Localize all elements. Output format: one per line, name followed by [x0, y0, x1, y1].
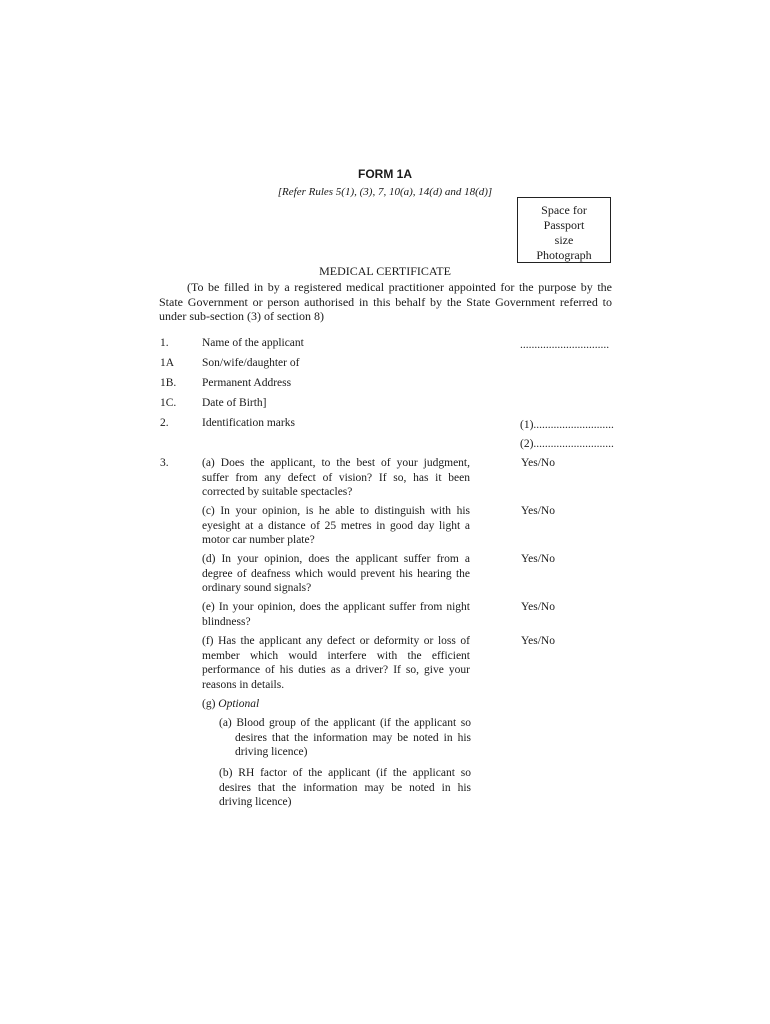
identification-mark-2-field[interactable]: (2)............................ — [520, 438, 614, 450]
intro-text: (To be filled in by a registered medical practitioner appointed for the purpose by the State Government or person authorised in this behalf by the State Government referred to under sub-section (3) of section 8) — [159, 280, 612, 323]
item-number: 2. — [160, 417, 169, 429]
answer-deformity[interactable]: Yes/No — [521, 635, 555, 647]
item-label-address: Permanent Address — [202, 377, 292, 389]
optional-label: Optional — [218, 698, 260, 710]
item-label-dob: Date of Birth] — [202, 397, 267, 409]
rules-reference: [Refer Rules 5(1), (3), 7, 10(a), 14(d) and 18(d)] — [277, 186, 493, 198]
item-label-name: Name of the applicant — [202, 337, 304, 349]
answer-night-blindness[interactable]: Yes/No — [521, 601, 555, 613]
rh-factor-text: (b) RH factor of the applicant (if the applicant so desires that the information may be noted in his driving licence) — [219, 767, 471, 808]
photo-box-line: Passport — [543, 218, 585, 232]
blood-group-text: (a) Blood group of the applicant (if the applicant so desires that the information may be noted in his driving licence) — [219, 717, 471, 758]
form-title: FORM 1A — [358, 167, 412, 181]
answer-distance[interactable]: Yes/No — [521, 505, 555, 517]
photo-box-line: size — [554, 233, 574, 247]
item-label-identification: Identification marks — [202, 417, 295, 429]
question-distance: (c) In your opinion, is he able to distinguish with his eyesight at a distance of 25 metres in good day light a motor car number plate? — [202, 505, 470, 546]
optional-heading — [202, 697, 470, 712]
item-number: 1A — [160, 357, 175, 369]
item-label-relation: Son/wife/daughter of — [202, 357, 300, 369]
optional-rh-factor — [219, 766, 471, 810]
answer-vision[interactable]: Yes/No — [521, 457, 555, 469]
optional-blood-group — [219, 716, 471, 760]
question-night-blindness: (e) In your opinion, does the applicant suffer from night blindness? — [202, 601, 470, 628]
item-number: 1B. — [160, 377, 177, 389]
item-number: 1C. — [160, 397, 177, 409]
item-number: 3. — [160, 457, 169, 469]
name-field[interactable]: ............................... — [520, 339, 610, 351]
certificate-heading: MEDICAL CERTIFICATE — [319, 264, 451, 278]
item-number: 1. — [160, 337, 169, 349]
question-deformity: (f) Has the applicant any defect or deformity or loss of member which would interfere with the efficient performance of his duties as a driver? If so, give your reasons in details. — [202, 635, 470, 691]
identification-mark-1-field[interactable]: (1)............................ — [520, 419, 614, 431]
photo-box-line: Space for — [541, 203, 587, 217]
intro-paragraph — [159, 280, 612, 324]
optional-prefix: (g) — [202, 698, 219, 710]
question-deafness: (d) In your opinion, does the applicant suffer from a degree of deafness which would prevent his hearing the ordinary sound signals? — [202, 553, 470, 594]
question-vision: (a) Does the applicant, to the best of your judgment, suffer from any defect of vision? If so, has it been corrected by suitable spectacles? — [202, 457, 470, 498]
photo-box-line: Photograph — [536, 248, 592, 262]
answer-deafness[interactable]: Yes/No — [521, 553, 555, 565]
passport-photo-box — [517, 197, 611, 263]
